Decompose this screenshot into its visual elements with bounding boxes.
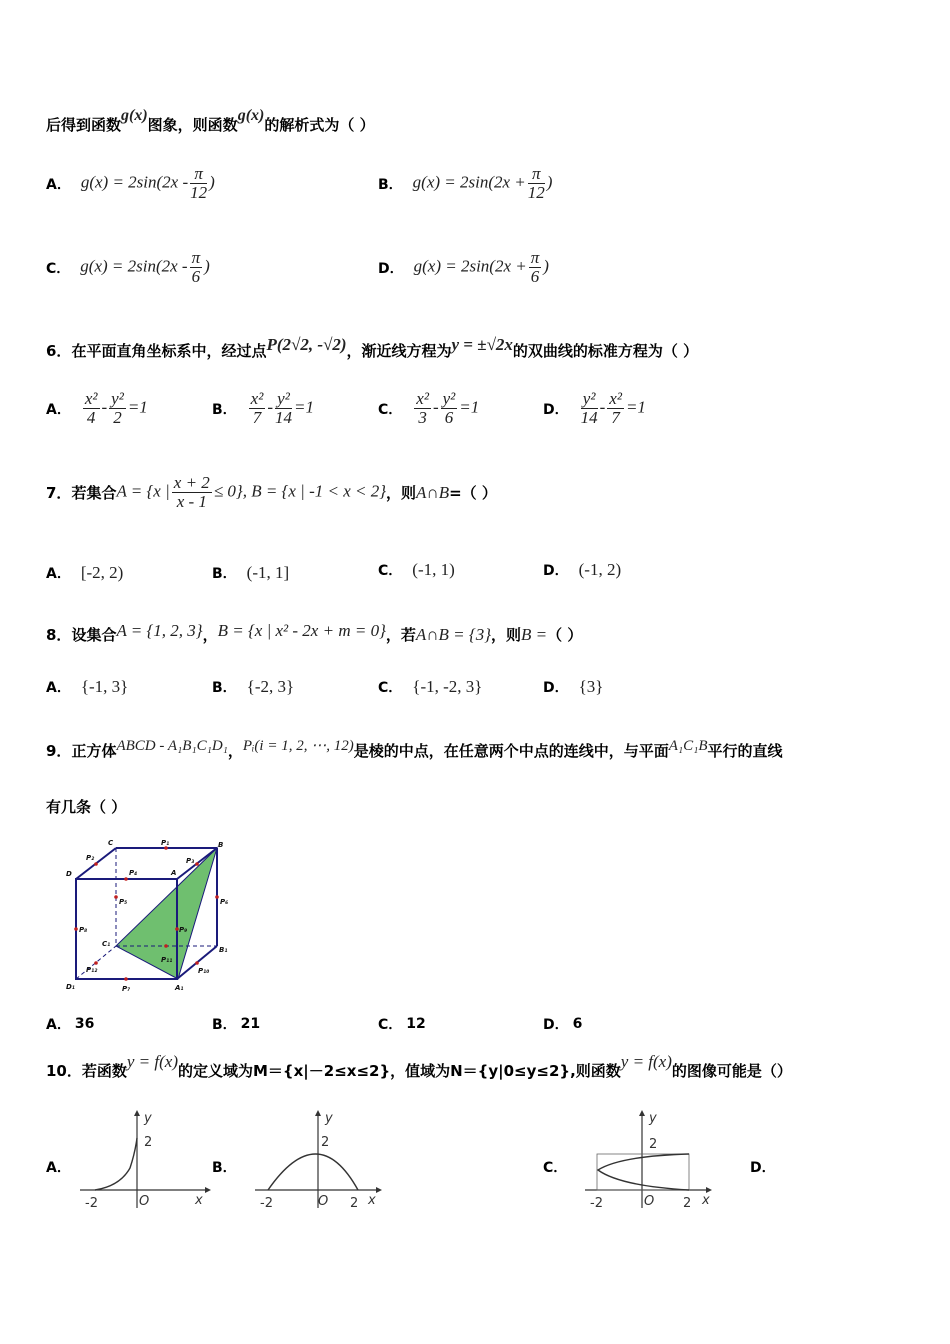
q5-stem: 后得到函数g(x)图象，则函数g(x)的解析式为（ ）	[46, 107, 375, 134]
q6-stem: 6．在平面直角坐标系中，经过点P(2√2, -√2)，渐近线方程为y = ±√2x的双曲线的标准方程为（ ）	[46, 335, 699, 360]
q5-option-a[interactable]: A． g(x) = 2sin(2x - $\frac{\pi}{12}$ )	[46, 164, 215, 202]
q10-option-b[interactable]: B．	[212, 1160, 237, 1176]
q6-option-c[interactable]: C． $\frac{\text{x²}}{3}$ - $\frac{\text{y²}}{6}$ =1	[378, 389, 480, 427]
q5-option-d[interactable]: D． g(x) = 2sin(2x + $\frac{\pi}{6}$ )	[378, 248, 549, 286]
q10-option-c[interactable]: C．	[543, 1160, 568, 1176]
svg-text:x: x	[195, 1193, 203, 1208]
label-p12: P₁₂	[86, 966, 98, 974]
q9-stem-line2: 有几条（ ）	[46, 798, 127, 816]
svg-text:2: 2	[649, 1137, 658, 1152]
label-p3: P₃	[186, 857, 195, 865]
x-arrow	[376, 1187, 382, 1193]
q6-option-c-expr: $\frac{\text{x²}}{3}$ - $\frac{\text{y²}}{6}$ =1	[416, 389, 480, 427]
svg-text:-2: -2	[260, 1196, 273, 1211]
q9-stem: 9．正方体ABCD - A₁B₁C₁D₁，Pᵢ(i = 1, 2, ⋯, 12)是棱的中点，在任意两个中点的连线中，与平面A₁C₁B平行的直线	[46, 738, 783, 760]
label-p7: P₇	[122, 985, 131, 993]
q6-option-d[interactable]: D． $\frac{\text{y²}}{14}$ - $\frac{\text{x²}}{7}$ =1	[543, 389, 646, 427]
svg-text:O: O	[318, 1194, 329, 1209]
q5-option-b-expr: g(x) = 2sin(2x + $\frac{\pi}{12}$ )	[412, 164, 553, 202]
q10-graph-b	[250, 1108, 390, 1213]
q10-option-d[interactable]: D．	[750, 1160, 776, 1176]
q6-option-a[interactable]: A． $\frac{\text{x²}}{4}$ - $\frac{\text{y²}}{2}$ =1	[46, 389, 148, 427]
q7-option-d[interactable]: D． (-1, 2)	[543, 560, 622, 579]
x-arrow	[205, 1187, 211, 1193]
q8-option-c[interactable]: C． {-1, -2, 3}	[378, 677, 483, 696]
label-p10: P₁₀	[198, 967, 210, 975]
svg-text:x: x	[702, 1193, 710, 1208]
svg-text:O: O	[139, 1194, 150, 1209]
label-d: D	[66, 870, 72, 878]
q8-option-b[interactable]: B． {-2, 3}	[212, 677, 295, 696]
svg-text:y: y	[649, 1111, 657, 1126]
label-a: A	[171, 869, 177, 877]
svg-text:2: 2	[144, 1135, 153, 1150]
y-arrow	[639, 1110, 645, 1116]
svg-text:x: x	[368, 1193, 376, 1208]
q6-option-d-expr: $\frac{\text{y²}}{14}$ - $\frac{\text{x²}}{7}$ =1	[580, 389, 646, 427]
label-d1: D₁	[66, 983, 75, 991]
y-arrow	[315, 1110, 321, 1116]
q9-cube-figure	[60, 836, 240, 996]
label-p9: P₉	[179, 926, 188, 934]
q6-option-b[interactable]: B． $\frac{\text{x²}}{7}$ - $\frac{\text{y²}}{14}$ =1	[212, 389, 314, 427]
svg-text:2: 2	[321, 1135, 330, 1150]
q5-option-c-expr: g(x) = 2sin(2x - $\frac{\pi}{6}$ )	[80, 248, 210, 286]
svg-text:-2: -2	[85, 1196, 98, 1211]
svg-text:y: y	[144, 1111, 152, 1126]
q5-option-b[interactable]: B． g(x) = 2sin(2x + $\frac{\pi}{12}$ )	[378, 164, 553, 202]
q6-option-a-expr: $\frac{\text{x²}}{4}$ - $\frac{\text{y²}}{2}$ =1	[84, 389, 148, 427]
label-p5: P₅	[119, 898, 128, 906]
q10-option-a[interactable]: A．	[46, 1160, 71, 1176]
q5-option-d-expr: g(x) = 2sin(2x + $\frac{\pi}{6}$ )	[413, 248, 549, 286]
label-p8: P₈	[79, 926, 88, 934]
q5-option-c[interactable]: C． g(x) = 2sin(2x - $\frac{\pi}{6}$ )	[46, 248, 210, 286]
q10-stem: 10．若函数y = f(x)的定义域为M＝{x|－2≤x≤2}，值域为N＝{y|0≤y≤2},则函数y = f(x)的图像可能是（）	[46, 1052, 792, 1080]
q7-stem: 7． 若集合 A = {x | $\frac{x + 2}{x - 1}$ ≤ 0}, B = {x | -1 < x < 2} ，则 A∩B =（ ）	[46, 473, 497, 511]
label-c1: C₁	[102, 940, 111, 948]
q8-option-d[interactable]: D． {3}	[543, 677, 604, 696]
label-b: B	[218, 841, 224, 849]
label-p11: P₁₁	[161, 956, 173, 964]
curve	[598, 1154, 689, 1190]
q7-set-expr: A = {x | $\frac{x + 2}{x - 1}$ ≤ 0}, B = {x | -1 < x < 2}	[116, 473, 387, 511]
svg-text:-2: -2	[590, 1196, 603, 1211]
q9-option-d[interactable]: D． 6	[543, 1016, 583, 1033]
label-p2: P₂	[86, 854, 95, 862]
q7-option-b[interactable]: B． (-1, 1]	[212, 563, 290, 582]
q10-graph-a	[75, 1108, 215, 1213]
q10-graph-c	[580, 1108, 720, 1213]
curve	[95, 1138, 137, 1190]
q8-stem: 8．设集合A = {1, 2, 3}，B = {x | x² - 2x + m = 0}，若A∩B = {3}，则B =（ ）	[46, 621, 583, 644]
svg-text:2: 2	[350, 1196, 359, 1211]
q7-option-a[interactable]: A． [-2, 2)	[46, 563, 124, 582]
q9-option-b[interactable]: B． 21	[212, 1016, 261, 1033]
label-a1: A₁	[175, 984, 184, 992]
label-p6: P₆	[220, 898, 229, 906]
y-arrow	[134, 1110, 140, 1116]
svg-text:y: y	[325, 1111, 333, 1126]
q6-option-b-expr: $\frac{\text{x²}}{7}$ - $\frac{\text{y²}}{14}$ =1	[250, 389, 314, 427]
svg-text:O: O	[644, 1194, 655, 1209]
label-p4: P₄	[129, 869, 138, 877]
q9-option-c[interactable]: C． 12	[378, 1016, 426, 1033]
q7-option-c[interactable]: C． (-1, 1)	[378, 560, 455, 579]
q5-option-a-expr: g(x) = 2sin(2x - $\frac{\pi}{12}$ )	[80, 164, 215, 202]
label-c: C	[108, 839, 114, 847]
q8-option-a[interactable]: A． {-1, 3}	[46, 677, 129, 696]
svg-text:2: 2	[683, 1196, 692, 1211]
label-b1: B₁	[219, 946, 228, 954]
label-p1: P₁	[161, 839, 170, 847]
curve	[268, 1154, 358, 1190]
q9-option-a[interactable]: A． 36	[46, 1016, 95, 1033]
